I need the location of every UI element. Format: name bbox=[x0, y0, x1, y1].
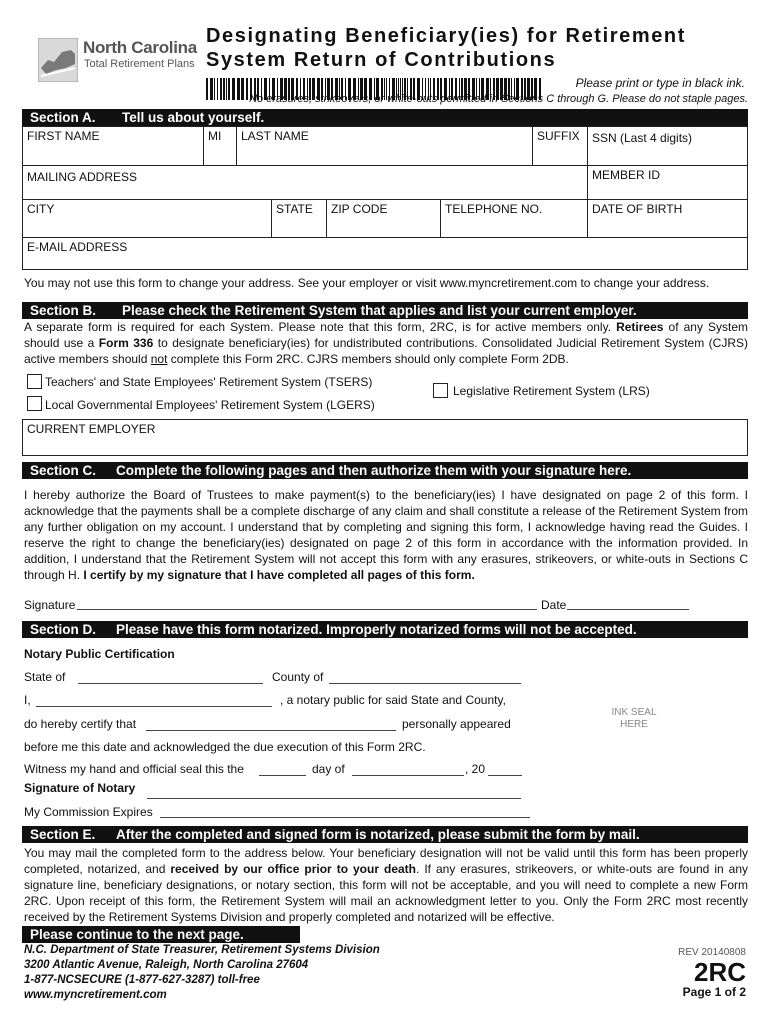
lgers-label: Local Governmental Employees' Retirement System (LGERS) bbox=[45, 398, 375, 412]
email-field[interactable] bbox=[22, 237, 748, 270]
section-c-title: Complete the following pages and then authorize them with your signature here. bbox=[116, 463, 632, 478]
witness-day-line[interactable] bbox=[259, 775, 306, 776]
section-a-header bbox=[22, 109, 748, 126]
day-of-label: day of bbox=[312, 762, 345, 776]
tsers-label: Teachers' and State Employees' Retirement System (TSERS) bbox=[45, 375, 373, 389]
form-number: 2RC bbox=[693, 957, 746, 987]
zip-code-label: ZIP CODE bbox=[331, 202, 388, 216]
not-emphasis: not bbox=[150, 352, 168, 366]
section-b-intro-text: to designate beneficiary(ies) for undistributed contributions. Consolidated Judicial Retirement System (CJRS) active members should bbox=[24, 336, 748, 366]
section-c-header bbox=[22, 462, 748, 479]
year-label: , 20 bbox=[465, 762, 486, 776]
first-name-label: FIRST NAME bbox=[27, 129, 100, 143]
nc-map-icon bbox=[38, 38, 78, 82]
notary-signature-line[interactable] bbox=[147, 798, 521, 799]
notary-public-text: , a notary public for said State and County, bbox=[280, 693, 506, 707]
telephone-label: TELEPHONE NO. bbox=[445, 202, 543, 216]
form-title bbox=[206, 24, 686, 72]
section-b-label: Section B. bbox=[30, 303, 97, 318]
section-d-header bbox=[22, 621, 748, 638]
form-title-line2: System Return of Contributions bbox=[206, 49, 557, 71]
notary-county-line[interactable] bbox=[329, 683, 521, 684]
mailing-instructions bbox=[24, 845, 748, 925]
mi-field[interactable] bbox=[203, 126, 237, 166]
authorization-text bbox=[24, 487, 748, 583]
date-label: Date bbox=[541, 598, 567, 612]
form-336-emphasis: Form 336 bbox=[98, 336, 154, 350]
form-title-line1: Designating Beneficiary(ies) for Retirement bbox=[206, 25, 687, 47]
lrs-label: Legislative Retirement System (LRS) bbox=[453, 384, 650, 398]
section-e-header bbox=[22, 826, 748, 843]
member-id-label: MEMBER ID bbox=[592, 168, 661, 182]
mailing-instructions-text: You may mail the completed form to the address below. Your beneficiary designation will not be valid until this form has been properly completed, notarized, and bbox=[24, 846, 748, 876]
mailing-address-field[interactable] bbox=[22, 165, 588, 200]
witness-month-line[interactable] bbox=[352, 775, 464, 776]
notary-name-line[interactable] bbox=[36, 706, 272, 707]
telephone-field[interactable] bbox=[440, 199, 588, 238]
date-line[interactable] bbox=[567, 609, 689, 610]
continue-banner bbox=[22, 926, 300, 943]
first-name-field[interactable] bbox=[22, 126, 204, 166]
revision-number: REV 20140808 bbox=[678, 947, 746, 958]
certification-statement: I certify by my signature that I have completed all pages of this form. bbox=[83, 568, 475, 582]
section-b-intro-text: A separate form is required for each System. Please note that this form, 2RC, is for active members only. bbox=[24, 320, 617, 334]
ssn-label: SSN (Last 4 digits) bbox=[592, 131, 693, 145]
member-name-line[interactable] bbox=[146, 730, 396, 731]
certify-label: do hereby certify that bbox=[24, 717, 137, 731]
tsers-checkbox[interactable] bbox=[27, 374, 42, 389]
print-instruction: Please print or type in black ink. bbox=[575, 76, 745, 90]
signature-label: Signature bbox=[24, 598, 76, 612]
footer-address: 3200 Atlantic Avenue, Raleigh, North Carolina 27604 bbox=[24, 959, 309, 971]
county-of-label: County of bbox=[272, 670, 324, 684]
suffix-label: SUFFIX bbox=[537, 129, 580, 143]
ink-seal-here-label: HERE bbox=[620, 719, 648, 730]
authorization-body: I hereby authorize the Board of Trustees to make payment(s) to the beneficiary(ies) I have designated on page 2 of this form. I acknowledge that the payments shall be a complete discharge of any claim and shall constitute a release of the Retirement System from any further obligation on my account. I understand that by completing and signing this form, I acknowledge having read the Guides. I reserve the right to change the beneficiary(ies) designated on page 2 of this form in accordance with the information provided. In addition, I understand that the Retirement System will not accept this form with any erasures, strikeovers, or white-outs in Sections C through H. bbox=[24, 488, 748, 582]
notary-i-label: I, bbox=[24, 693, 31, 707]
section-b-intro-text: complete this Form 2RC. CJRS members should only complete Form 2DB. bbox=[167, 352, 569, 366]
suffix-field[interactable] bbox=[532, 126, 588, 166]
section-c-label: Section C. bbox=[30, 463, 97, 478]
retirees-emphasis: Retirees bbox=[616, 320, 664, 334]
member-id-field[interactable] bbox=[587, 165, 748, 200]
state-of-label: State of bbox=[24, 670, 66, 684]
section-e-title: After the completed and signed form is notarized, please submit the form by mail. bbox=[116, 827, 640, 842]
commission-line[interactable] bbox=[160, 817, 530, 818]
section-b-header bbox=[22, 302, 748, 319]
footer-website[interactable]: www.myncretirement.com bbox=[24, 989, 167, 1001]
notary-heading: Notary Public Certification bbox=[24, 647, 175, 661]
last-name-label: LAST NAME bbox=[241, 129, 309, 143]
page-indicator: Page 1 of 2 bbox=[682, 985, 746, 999]
section-e-label: Section E. bbox=[30, 827, 96, 842]
logo-name: North Carolina bbox=[83, 38, 197, 57]
email-label: E-MAIL ADDRESS bbox=[27, 240, 128, 254]
section-a-title: Tell us about yourself. bbox=[122, 110, 265, 125]
mailing-instructions-text: . If any erasures, strikeovers, or white-outs are found in any signature line, beneficiary designations, or notary section, this form will not be acceptable, and you will need to complete a new Form 2RC. Upon receipt of this form, the Retirement System will mail an acknowledgment letter to you. Only the Form 2RC most recently received by the Retirement Systems Division and properly completed and notarized will be effective. bbox=[24, 862, 749, 924]
section-a-label: Section A. bbox=[30, 110, 96, 125]
current-employer-field[interactable] bbox=[22, 419, 748, 456]
receipt-emphasis: received by our office prior to your death bbox=[170, 862, 417, 876]
address-change-note: You may not use this form to change your address. See your employer or visit www.myncretirement.com to change your address. bbox=[24, 276, 710, 290]
ssn-field[interactable] bbox=[587, 126, 748, 166]
notary-signature-label: Signature of Notary bbox=[24, 781, 136, 795]
section-b-title: Please check the Retirement System that applies and list your current employer. bbox=[122, 303, 637, 318]
current-employer-label: CURRENT EMPLOYER bbox=[27, 422, 156, 436]
north-carolina-logo bbox=[38, 38, 197, 82]
zip-code-field[interactable] bbox=[326, 199, 441, 238]
state-label: STATE bbox=[276, 202, 313, 216]
erasure-instruction: No erasures, strikeovers, or white-outs permitted in Sections C through G. Please do not staple pages. bbox=[249, 93, 748, 105]
ink-seal-label: INK SEAL bbox=[611, 707, 657, 718]
notary-state-line[interactable] bbox=[78, 683, 263, 684]
footer-department: N.C. Department of State Treasurer, Retirement Systems Division bbox=[24, 944, 380, 956]
commission-label: My Commission Expires bbox=[24, 805, 153, 819]
state-field[interactable] bbox=[271, 199, 327, 238]
acknowledgement-text: before me this date and acknowledged the due execution of this Form 2RC. bbox=[24, 740, 426, 754]
section-d-title: Please have this form notarized. Improperly notarized forms will not be accepted. bbox=[116, 622, 637, 637]
lgers-checkbox[interactable] bbox=[27, 396, 42, 411]
section-b-intro bbox=[24, 319, 748, 367]
lrs-checkbox[interactable] bbox=[433, 383, 448, 398]
appeared-label: personally appeared bbox=[402, 717, 511, 731]
city-field[interactable] bbox=[22, 199, 272, 238]
last-name-field[interactable] bbox=[236, 126, 533, 166]
section-d-label: Section D. bbox=[30, 622, 97, 637]
witness-year-line[interactable] bbox=[488, 775, 522, 776]
section-b-intro-text: of any System should use a bbox=[24, 320, 749, 350]
date-of-birth-field[interactable] bbox=[587, 199, 748, 238]
footer-phone: 1-877-NCSECURE (1-877-627-3287) toll-free bbox=[24, 974, 260, 986]
continue-text: Please continue to the next page. bbox=[30, 927, 244, 942]
witness-label: Witness my hand and official seal this the bbox=[24, 762, 244, 776]
ink-seal-area bbox=[598, 707, 670, 731]
city-label: CITY bbox=[27, 202, 55, 216]
signature-line[interactable] bbox=[77, 609, 537, 610]
logo-subtitle: Total Retirement Plans bbox=[84, 58, 195, 70]
date-of-birth-label: DATE OF BIRTH bbox=[592, 202, 683, 216]
mi-label: MI bbox=[208, 129, 222, 143]
mailing-address-label: MAILING ADDRESS bbox=[27, 170, 138, 184]
